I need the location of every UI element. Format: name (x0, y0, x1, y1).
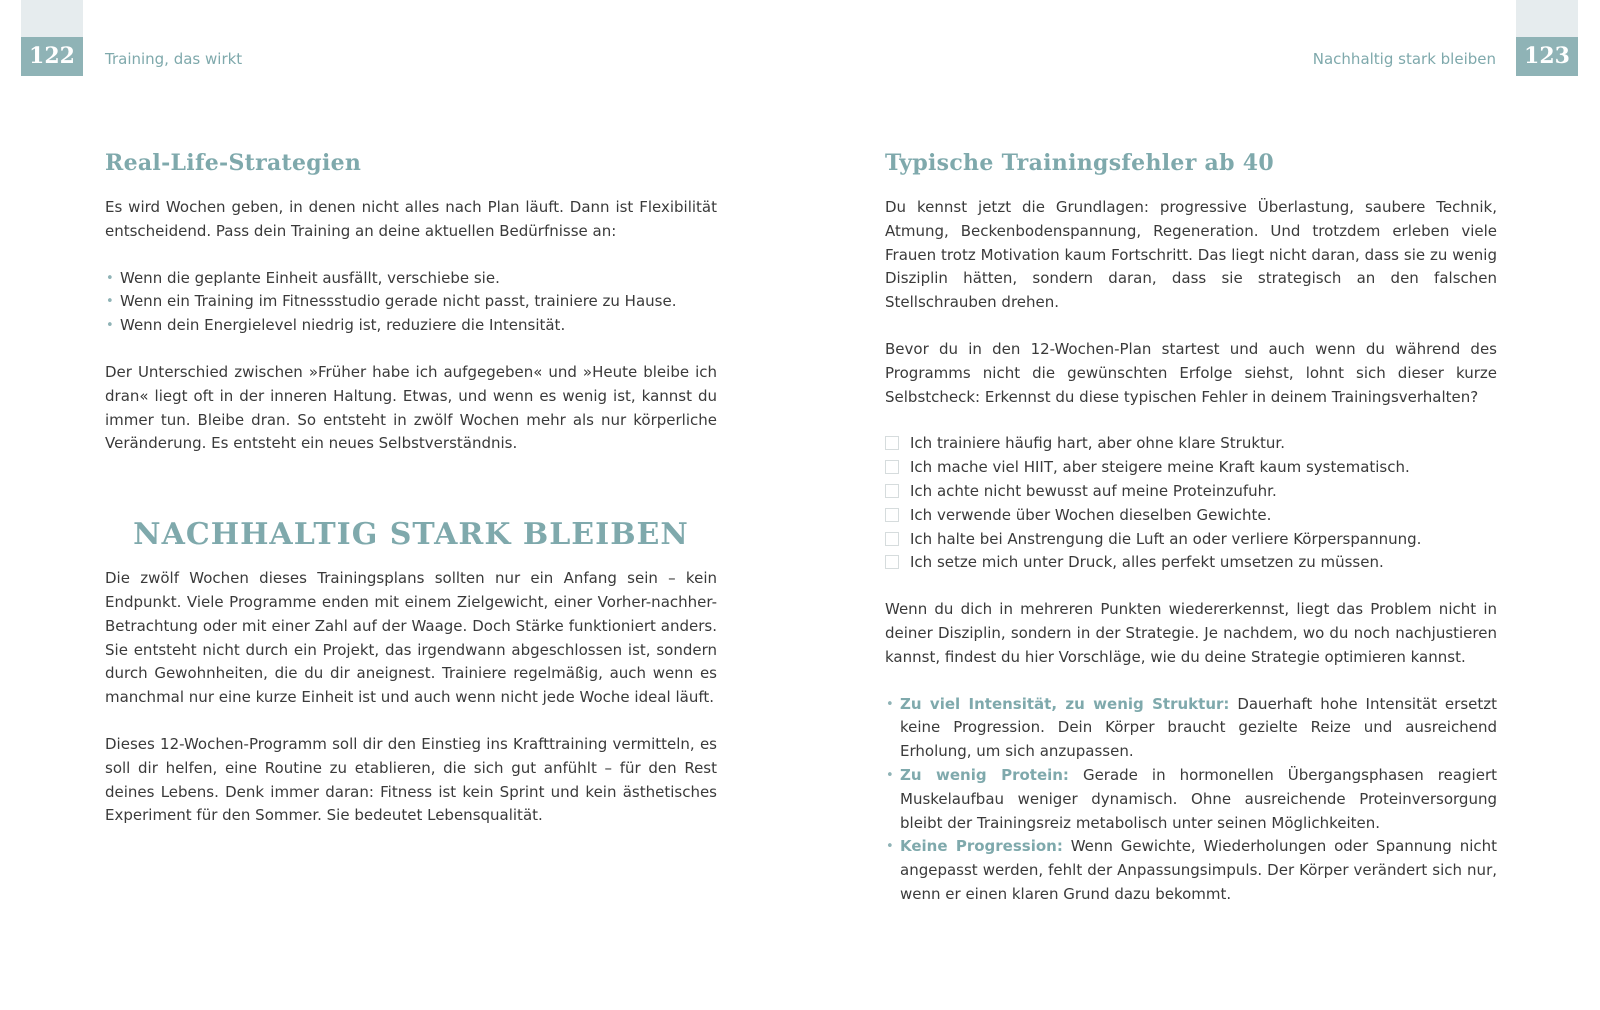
tip-text: Gerade in hormonellen Übergangsphasen reagiert Muskelaufbau weniger dynamisch. Ohne ausreichende Proteinversorgung bleibt der Trainingsreiz metabolisch unter seinen Möglichkeiten. (900, 765, 1497, 832)
paragraph: Wenn du dich in mehreren Punkten wiedererkennst, liegt das Problem nicht in deiner Disziplin, sondern in der Strategie. Je nachdem, wo du noch nachjustieren kannst, findest du hier Vorschläge, wie du deine Strategie optimieren kannst. (885, 600, 1497, 666)
tip-item (885, 835, 1497, 906)
checkbox-icon (885, 555, 899, 569)
paragraph: Bevor du in den 12-Wochen-Plan startest und auch wenn du während des Programms nicht die gewünschten Erfolge siehst, lohnt sich dieser kurze Selbstcheck: Erkennst du diese typischen Fehler in deinem Trainingsverhalten? (885, 339, 1497, 406)
strategy-list (105, 267, 717, 338)
tip-term: Zu viel Intensität, zu wenig Struktur: (900, 694, 1230, 713)
checklist-item (885, 432, 1497, 456)
list-item (105, 267, 717, 291)
checkbox-icon (885, 508, 899, 522)
paragraph: Du kennst jetzt die Grundlagen: progressive Überlastung, saubere Technik, Atmung, Beckenbodenspannung, Regeneration. Und trotzdem erleben viele Frauen trotz Motivation kaum Fortschritt. Das liegt nicht daran, dass sie zu wenig Disziplin hätten, sondern daran, dass sie strategisch an den falschen Stellschrauben drehen. (885, 198, 1497, 312)
tips-list (885, 693, 1497, 907)
checkbox-icon (885, 436, 899, 450)
bullet-icon: • (106, 294, 114, 310)
checklist-item-text: Ich verwende über Wochen dieselben Gewichte. (910, 505, 1272, 524)
tip-item (885, 764, 1497, 835)
tip-term: Zu wenig Protein: (900, 765, 1069, 784)
right-page-number: 123 (1524, 43, 1570, 69)
checkbox-icon (885, 460, 899, 474)
self-check-list (885, 432, 1497, 575)
section-heading-trainingsfehler: Typische Trainingsfehler ab 40 (885, 150, 1274, 176)
tip-item (885, 693, 1497, 764)
tip-text: Dauerhaft hohe Intensität ersetzt keine Progression. Dein Körper braucht gezielte Reize und ausreichend Erholung, um sich anzupassen. (900, 694, 1498, 761)
paragraph: Die zwölf Wochen dieses Trainingsplans sollten nur ein Anfang sein – kein Endpunkt. Viele Programme enden mit einem Zielgewicht, einer Vorher-nachher-Betrachtung oder mit einer Zahl auf der Waage. Doch Stärke funktioniert anders. Sie entsteht nicht durch ein Projekt, das irgendwann abgeschlossen ist, sondern durch Gewohnheiten, die du dir aneignest. Trainiere regelmäßig, auch wenn es manchmal nur eine kurze Einheit ist und auch wenn nicht jede Woche ideal läuft. (105, 569, 717, 707)
checklist-item (885, 528, 1497, 552)
bullet-icon: • (886, 696, 894, 712)
right-page-tab (1516, 0, 1578, 76)
paragraph: Der Unterschied zwischen »Früher habe ich aufgegeben« und »Heute bleibe ich dran« liegt oft in der inneren Haltung. Etwas, und wenn es wenig ist, kannst du immer tun. Bleibe dran. So entsteht in zwölf Wochen mehr als nur körperliche Veränderung. Es entsteht ein neues Selbstverständnis. (105, 362, 717, 453)
list-item-text: Wenn dein Energielevel niedrig ist, reduziere die Intensität. (120, 316, 566, 335)
left-page-tab (21, 0, 83, 76)
checkbox-icon (885, 484, 899, 498)
tip-text: Wenn Gewichte, Wiederholungen oder Spannung nicht angepasst werden, fehlt der Anpassungsimpuls. Der Körper verändert sich nur, wenn er einen klaren Grund dazu bekommt. (900, 837, 1498, 903)
bullet-icon: • (886, 839, 894, 855)
bullet-icon: • (886, 767, 894, 783)
list-item-text: Wenn ein Training im Fitnessstudio gerade nicht passt, trainiere zu Hause. (120, 292, 677, 311)
checklist-item (885, 551, 1497, 575)
list-item (105, 314, 717, 338)
right-page-body (885, 148, 1497, 930)
left-page-body (105, 148, 717, 851)
checklist-item (885, 456, 1497, 480)
paragraph: Dieses 12-Wochen-Programm soll dir den Einstieg ins Krafttraining vermitteln, es soll dir helfen, eine Routine zu etablieren, die sich gut anfühlt – für den Rest deines Lebens. Denk immer daran: Fitness ist kein Sprint und kein ästhetisches Experiment für den Sommer. Sie bedeutet Lebensqualität. (105, 734, 717, 825)
list-item (105, 290, 717, 314)
left-running-head: Training, das wirkt (105, 50, 243, 68)
bullet-icon: • (106, 270, 114, 286)
list-item-text: Wenn die geplante Einheit ausfällt, verschiebe sie. (120, 268, 500, 287)
chapter-heading: NACHHALTIG STARK BLEIBEN (133, 517, 689, 553)
checklist-item-text: Ich trainiere häufig hart, aber ohne klare Struktur. (910, 434, 1285, 453)
checklist-item (885, 480, 1497, 504)
section-heading-real-life: Real-Life-Strategien (105, 150, 362, 176)
paragraph: Es wird Wochen geben, in denen nicht alles nach Plan läuft. Dann ist Flexibilität entscheidend. Pass dein Training an deine aktuellen Bedürfnisse an: (105, 198, 717, 240)
checklist-item-text: Ich achte nicht bewusst auf meine Proteinzufuhr. (910, 481, 1277, 500)
checklist-item-text: Ich mache viel HIIT, aber steigere meine Kraft kaum systematisch. (910, 458, 1410, 477)
checklist-item-text: Ich setze mich unter Druck, alles perfekt umsetzen zu müssen. (910, 553, 1384, 572)
right-running-head: Nachhaltig stark bleiben (1312, 50, 1496, 68)
checkbox-icon (885, 532, 899, 546)
checklist-item-text: Ich halte bei Anstrengung die Luft an oder verliere Körperspannung. (910, 529, 1422, 548)
bullet-icon: • (106, 318, 114, 334)
checklist-item (885, 504, 1497, 528)
left-page-number: 122 (29, 43, 75, 69)
tip-term: Keine Progression: (900, 837, 1063, 856)
